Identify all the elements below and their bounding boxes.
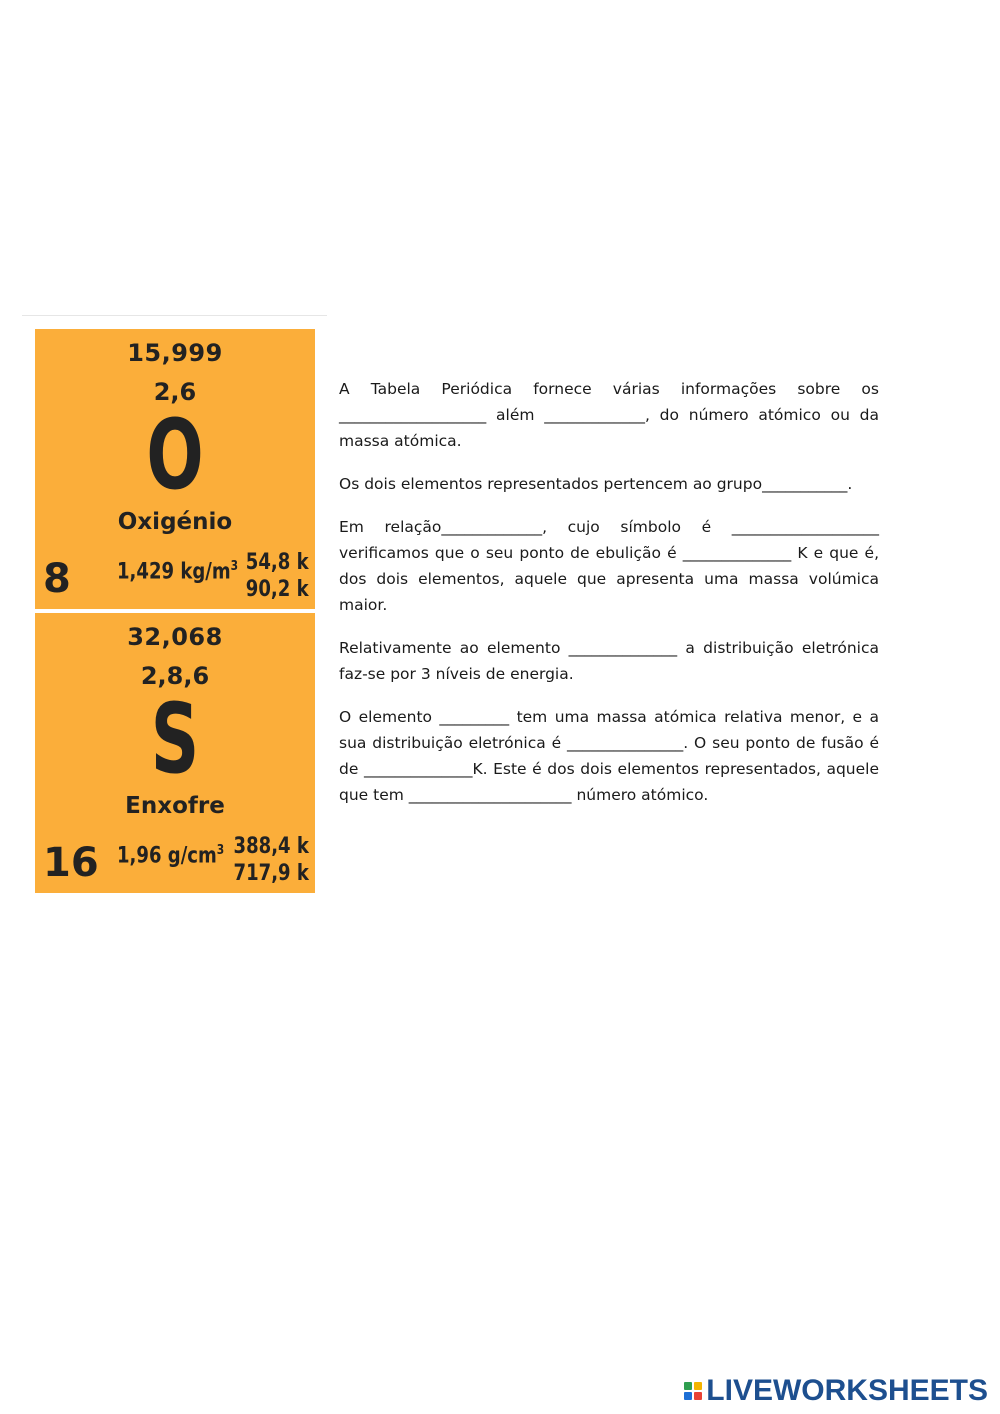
atomic-number: 8 — [43, 556, 71, 602]
temperatures — [234, 833, 309, 887]
electron-configuration: 2,6 — [153, 378, 197, 406]
element-card-oxygen — [35, 329, 315, 609]
density-value: 1,96 g/cm — [117, 843, 217, 869]
element-symbol: S — [150, 683, 200, 795]
worksheet-text — [339, 376, 879, 825]
logo-icon — [684, 1382, 702, 1400]
atomic-mass: 15,999 — [127, 339, 223, 367]
logo-square-yellow — [694, 1382, 702, 1390]
density-value: 1,429 kg/m — [117, 559, 231, 585]
element-name: Enxofre — [125, 793, 225, 819]
density-exponent: 3 — [216, 843, 225, 858]
boiling-point: 90,2 k — [246, 577, 309, 602]
element-name: Oxigénio — [117, 509, 233, 535]
electron-configuration: 2,8,6 — [140, 662, 210, 690]
paragraph-intro: A Tabela Periódica fornece várias informações sobre os ___________________ além _____________, do número atómico ou da massa atómica. — [339, 380, 879, 450]
divider — [22, 315, 327, 316]
paragraph-energy-levels: Relativamente ao elemento ______________ a distribuição eletrónica faz-se por 3 níveis de energia. — [339, 639, 879, 683]
paragraph-atomic-mass: O elemento _________ tem uma massa atómica relativa menor, e a sua distribuição eletrónica é _______________. O seu ponto de fusão é de ______________K. Este é dos dois elementos representados, aquele que tem _____________________ número atómico. — [339, 708, 879, 804]
logo-text: LIVEWORKSHEETS — [706, 1374, 988, 1407]
density — [117, 843, 224, 868]
atomic-number: 16 — [43, 840, 99, 886]
melting-point: 388,4 k — [233, 834, 309, 859]
density — [117, 559, 238, 584]
logo-square-green — [684, 1382, 692, 1390]
paragraph-group: Os dois elementos representados pertencem ao grupo___________. — [339, 475, 853, 493]
element-card-sulfur — [35, 613, 315, 893]
liveworksheets-logo — [684, 1374, 988, 1408]
atomic-mass: 32,068 — [127, 623, 223, 651]
logo-square-red — [694, 1392, 702, 1400]
element-symbol: O — [146, 399, 204, 511]
boiling-point: 717,9 k — [233, 861, 309, 886]
temperatures — [246, 549, 309, 603]
melting-point: 54,8 k — [246, 550, 309, 575]
paragraph-density: Em relação_____________, cujo símbolo é ___________________ verificamos que o seu ponto de ebulição é ______________ K e que é, dos dois elementos, aquele que apresenta uma massa volúmica maior. — [339, 518, 879, 614]
logo-square-blue — [684, 1392, 692, 1400]
density-exponent: 3 — [230, 559, 239, 574]
